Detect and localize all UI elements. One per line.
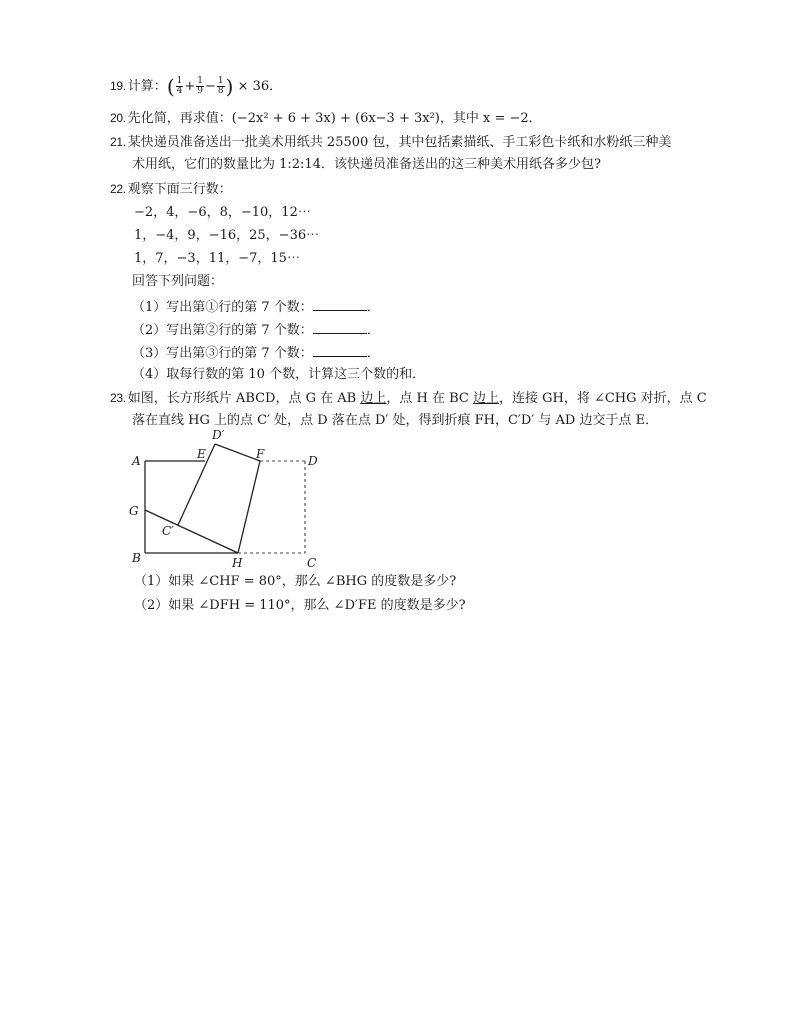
question-text: 先化简，再求值：(−2x² + 6 + 3x) + (6x−3 + 3x²)，其中 x = −2． bbox=[127, 111, 542, 126]
fraction: $\frac{1}{9}$ bbox=[197, 76, 203, 96]
question-21-line2: 术用纸，它们的数量比为 1:2:14．该快递员准备送出的这三种美术用纸各多少包? bbox=[132, 157, 601, 172]
part-2: （2）写出第②行的第 7 个数： ． bbox=[132, 319, 380, 341]
segment-GH bbox=[145, 510, 238, 553]
question-23-line2: 落在直线 HG 上的点 C′ 处，点 D 落在点 D′ 处，得到折痕 FH，C′D′ 与 AD 边交于点 E． bbox=[132, 413, 659, 428]
crease-FH bbox=[238, 461, 260, 553]
answer-blank[interactable] bbox=[313, 319, 367, 334]
answer-blank[interactable] bbox=[313, 296, 367, 311]
question-intro: 观察下面三行数： bbox=[127, 182, 232, 197]
answer-blank[interactable] bbox=[313, 342, 367, 357]
question-23: 23. 如图，长方形纸片 ABCD，点 G 在 AB 边上，点 H 在 BC 边上，连接 GH，将 ∠CHG 对折，点 C bbox=[110, 391, 707, 406]
label-H: H bbox=[232, 556, 243, 570]
question-label: 计算： bbox=[127, 79, 167, 94]
part-1: （1）写出第①行的第 7 个数： ． bbox=[132, 296, 380, 318]
label-F: F bbox=[256, 447, 265, 461]
number-row-2: 1，−4，9，−16，25，−36⋯ bbox=[134, 228, 320, 243]
answer-prompt: 回答下列问题： bbox=[132, 274, 224, 289]
label-D: D bbox=[308, 454, 318, 468]
folded-rectangle-figure bbox=[120, 425, 330, 570]
label-G: G bbox=[129, 504, 139, 518]
question-23-part1: （1）如果 ∠CHF = 80°，那么 ∠BHG 的度数是多少? bbox=[134, 574, 457, 589]
label-A: A bbox=[132, 454, 141, 468]
label-B: B bbox=[132, 551, 141, 565]
question-number: 22. bbox=[110, 182, 126, 196]
question-21 bbox=[110, 132, 671, 153]
fraction: $\frac{1}{4}$ bbox=[176, 76, 183, 96]
question-22 bbox=[110, 179, 232, 200]
number-row-3: 1，7，−3，11，−7，15⋯ bbox=[134, 251, 300, 266]
question-number: 20. bbox=[110, 111, 126, 125]
question-number: 21. bbox=[110, 135, 126, 149]
question-number: 23. bbox=[110, 391, 126, 405]
fraction: $\frac{1}{8}$ bbox=[217, 76, 224, 96]
question-23-part2: （2）如果 ∠DFH = 110°，那么 ∠D′FE 的度数是多少? bbox=[134, 598, 466, 613]
question-text-line1: 某快递员准备送出一批美术用纸共 25500 包，其中包括素描纸、手工彩色卡纸和水粉纸三种美 bbox=[127, 135, 672, 150]
segment-D'F bbox=[215, 444, 260, 461]
question-19: 19. 计算：( $\frac{1}{4}$ + $\frac{1}{9}$ − $\frac{1}{8}$ ) × 36． bbox=[110, 74, 283, 99]
label-C: C bbox=[307, 556, 317, 570]
question-20 bbox=[110, 108, 542, 129]
question-number: 19. bbox=[110, 79, 126, 93]
number-row-1: −2，4，−6，8，−10，12⋯ bbox=[134, 205, 311, 220]
label-E: E bbox=[197, 447, 206, 461]
part-3: （3）写出第③行的第 7 个数： ． bbox=[132, 342, 380, 364]
label-C-prime: C′ bbox=[162, 524, 174, 538]
label-D-prime: D′ bbox=[212, 428, 225, 442]
expression-tail: × 36． bbox=[233, 79, 283, 94]
part-4: （4）取每行数的第 10 个数，计算这三个数的和． bbox=[132, 367, 426, 382]
